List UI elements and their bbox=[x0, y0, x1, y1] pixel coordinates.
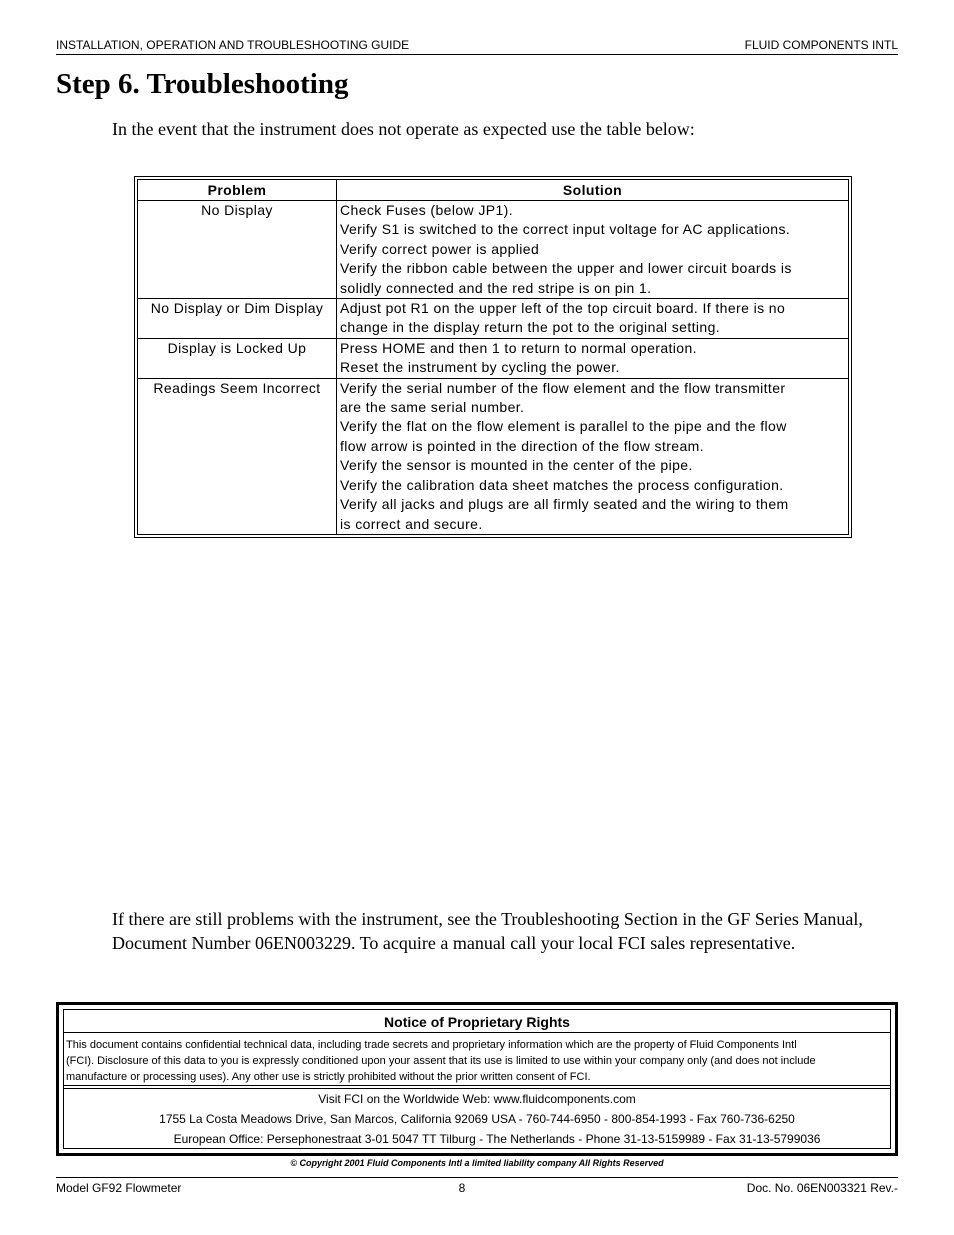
closing-line: Document Number 06EN003229. To acquire a manual call your local FCI sales representative. bbox=[112, 933, 796, 953]
table-row bbox=[138, 201, 849, 299]
notice-web: Visit FCI on the Worldwide Web: www.fluidcomponents.com bbox=[318, 1092, 636, 1106]
troubleshooting-table bbox=[137, 179, 849, 535]
solution-line: Verify S1 is switched to the correct input voltage for AC applications. bbox=[340, 221, 791, 238]
troubleshooting-table-frame bbox=[134, 176, 852, 538]
closing-paragraph bbox=[112, 907, 863, 955]
table-header-row bbox=[138, 180, 849, 201]
page-header bbox=[56, 38, 898, 55]
intro-paragraph: In the event that the instrument does not operate as expected use the table below: bbox=[112, 119, 695, 139]
closing-line: If there are still problems with the instrument, see the Troubleshooting Section in the GF Series Manual, bbox=[112, 909, 863, 929]
column-header-solution: Solution bbox=[337, 180, 849, 201]
notice-europe-office: European Office: Persephonestraat 3-01 5047 TT Tilburg - The Netherlands - Phone 31-13-5159989 - Fax 31-13-5799036 bbox=[173, 1132, 821, 1146]
copyright-line: © Copyright 2001 Fluid Components Intl a limited liability company All Rights Reserved bbox=[290, 1158, 664, 1168]
footer-model: Model GF92 Flowmeter bbox=[56, 1181, 182, 1195]
solution-line: Adjust pot R1 on the upper left of the top circuit board. If there is no bbox=[340, 300, 786, 317]
solution-line: flow arrow is pointed in the direction of the flow stream. bbox=[340, 437, 705, 454]
solution-line: Verify the serial number of the flow element and the flow transmitter bbox=[340, 379, 786, 396]
table-row bbox=[138, 378, 849, 534]
problem-cell: Display is Locked Up bbox=[138, 338, 337, 378]
proprietary-notice-inner bbox=[63, 1009, 891, 1149]
solution-line: Reset the instrument by cycling the power. bbox=[340, 359, 620, 376]
solution-cell bbox=[337, 299, 849, 339]
solution-line: solidly connected and the red stripe is on pin 1. bbox=[340, 279, 652, 296]
solution-line: Verify the flat on the flow element is parallel to the pipe and the flow bbox=[340, 418, 787, 435]
page-title: Step 6. Troubleshooting bbox=[56, 68, 349, 100]
problem-cell: No Display or Dim Display bbox=[138, 299, 337, 339]
solution-line: Verify correct power is applied bbox=[340, 240, 540, 257]
solution-line: Verify all jacks and plugs are all firmly seated and the wiring to them bbox=[340, 496, 789, 513]
notice-body-line: manufacture or processing uses). Any other use is strictly prohibited without the prior written consent of FCI. bbox=[66, 1071, 591, 1083]
solution-cell bbox=[337, 201, 849, 299]
table-row bbox=[138, 338, 849, 378]
header-right: FLUID COMPONENTS INTL bbox=[744, 38, 898, 52]
solution-cell bbox=[337, 378, 849, 534]
column-header-problem: Problem bbox=[138, 180, 337, 201]
header-left: INSTALLATION, OPERATION AND TROUBLESHOOTING GUIDE bbox=[56, 38, 410, 52]
solution-line: change in the display return the pot to the original setting. bbox=[340, 319, 721, 336]
solution-line: Verify the ribbon cable between the upper and lower circuit boards is bbox=[340, 260, 792, 277]
solution-line: Press HOME and then 1 to return to normal operation. bbox=[340, 339, 697, 356]
proprietary-notice-box bbox=[56, 1002, 898, 1156]
notice-body-line: (FCI). Disclosure of this data to you is expressly conditioned upon your assent that its use is limited to use within your company only (and does not include bbox=[66, 1055, 816, 1067]
table-row bbox=[138, 299, 849, 339]
notice-body-line: This document contains confidential technical data, including trade secrets and proprietary information which are the property of Fluid Components Intl bbox=[66, 1039, 797, 1051]
solution-cell bbox=[337, 338, 849, 378]
solution-line: Verify the sensor is mounted in the center of the pipe. bbox=[340, 457, 693, 474]
notice-title: Notice of Proprietary Rights bbox=[64, 1012, 890, 1033]
notice-address: 1755 La Costa Meadows Drive, San Marcos, California 92069 USA - 760-744-6950 - 800-854-1993 - Fax 760-736-6250 bbox=[159, 1112, 795, 1126]
solution-line: Verify the calibration data sheet matches the process configuration. bbox=[340, 476, 784, 493]
page-footer bbox=[56, 1177, 898, 1195]
footer-doc-number: Doc. No. 06EN003321 Rev.- bbox=[746, 1181, 898, 1195]
solution-line: are the same serial number. bbox=[340, 399, 525, 416]
solution-line: is correct and secure. bbox=[340, 515, 483, 532]
footer-page-number: 8 bbox=[458, 1181, 466, 1195]
solution-line: Check Fuses (below JP1). bbox=[340, 202, 513, 218]
problem-cell: Readings Seem Incorrect bbox=[138, 378, 337, 534]
notice-body bbox=[64, 1033, 890, 1086]
problem-cell: No Display bbox=[138, 201, 337, 299]
